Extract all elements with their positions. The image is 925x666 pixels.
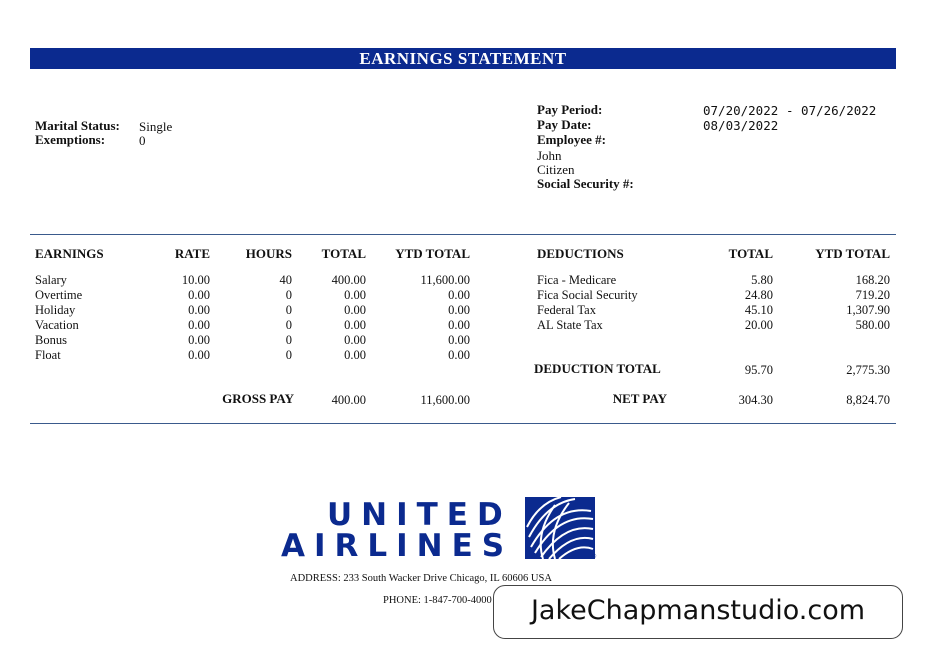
gross-pay-label: GROSS PAY	[222, 391, 294, 406]
total-value: 0.00	[344, 348, 366, 362]
deduction-total: 20.00	[744, 318, 773, 332]
exemptions-value: 0	[139, 133, 146, 148]
deduction-total: 24.80	[744, 288, 773, 302]
deductions-ytd-header: YTD TOTAL	[815, 246, 890, 261]
rate-value: 0.00	[188, 288, 210, 302]
rate-value: 0.00	[188, 318, 210, 332]
earnings-type: Bonus	[35, 333, 67, 347]
earnings-header: EARNINGS	[35, 246, 104, 261]
watermark-text: JakeChapmanstudio.com	[493, 585, 903, 639]
rate-header: RATE	[174, 246, 210, 261]
total-value: 0.00	[344, 318, 366, 332]
total-value: 0.00	[344, 333, 366, 347]
hours-value: 0	[285, 318, 292, 332]
net-pay-ytd: 8,824.70	[846, 393, 890, 407]
hours-value: 0	[285, 348, 292, 362]
deductions-header: DEDUCTIONS	[537, 246, 624, 261]
earnings-type: Salary	[35, 273, 67, 287]
net-pay-value: 304.30	[738, 393, 773, 407]
pay-date-label: Pay Date:	[537, 117, 592, 132]
total-value: 0.00	[344, 303, 366, 317]
deduction-total: 45.10	[744, 303, 773, 317]
pay-period-start: 07/20/2022	[703, 103, 779, 118]
deduction-type: Fica - Medicare	[537, 273, 617, 287]
exemptions-label: Exemptions:	[35, 132, 106, 147]
hours-value: 40	[279, 273, 292, 287]
pay-period-label: Pay Period:	[537, 102, 603, 117]
ytd-total-header: YTD TOTAL	[395, 246, 470, 261]
deduction-ytd: 1,307.90	[846, 303, 890, 317]
employee-number-label: Employee #:	[537, 132, 606, 147]
hours-value: 0	[285, 288, 292, 302]
deduction-total-value: 95.70	[744, 363, 773, 377]
deduction-total-label: DEDUCTION TOTAL	[534, 361, 661, 376]
employee-first-name: John	[537, 148, 562, 163]
rate-value: 0.00	[188, 348, 210, 362]
hours-value: 0	[285, 333, 292, 347]
globe-icon	[525, 497, 595, 559]
deductions-total-header: TOTAL	[728, 246, 773, 261]
net-pay-label: NET PAY	[612, 391, 667, 406]
employee-last-name: Citizen	[537, 162, 575, 177]
rate-value: 0.00	[188, 333, 210, 347]
hours-value: 0	[285, 303, 292, 317]
gross-pay-ytd: 11,600.00	[420, 393, 470, 407]
pay-date-value: 08/03/2022	[703, 118, 779, 133]
deduction-total-ytd: 2,775.30	[846, 363, 890, 377]
hours-header: HOURS	[245, 246, 292, 261]
statement-title: EARNINGS STATEMENT	[30, 48, 896, 69]
total-header: TOTAL	[321, 246, 366, 261]
deduction-type: AL State Tax	[537, 318, 603, 332]
ytd-value: 0.00	[448, 318, 470, 332]
table-top-divider	[30, 234, 896, 235]
svg-text:®: ®	[591, 553, 597, 560]
rate-value: 0.00	[188, 303, 210, 317]
deduction-type: Federal Tax	[537, 303, 596, 317]
ytd-value: 0.00	[448, 348, 470, 362]
ytd-value: 11,600.00	[420, 273, 470, 287]
company-phone: PHONE: 1-847-700-4000	[383, 595, 492, 606]
pay-period-end: - 07/26/2022	[786, 103, 877, 118]
earnings-type: Vacation	[35, 318, 79, 332]
gross-pay-total: 400.00	[331, 393, 366, 407]
ytd-value: 0.00	[448, 303, 470, 317]
logo-line-1: UNITED	[327, 497, 512, 533]
table-bottom-divider	[30, 423, 896, 424]
ssn-label: Social Security #:	[537, 176, 634, 191]
ytd-value: 0.00	[448, 288, 470, 302]
total-value: 400.00	[331, 273, 366, 287]
earnings-type: Float	[35, 348, 61, 362]
deduction-ytd: 168.20	[855, 273, 890, 287]
deduction-ytd: 719.20	[855, 288, 890, 302]
company-address: ADDRESS: 233 South Wacker Drive Chicago, IL 60606 USA	[290, 573, 552, 584]
ytd-value: 0.00	[448, 333, 470, 347]
rate-value: 10.00	[181, 273, 210, 287]
marital-status-value: Single	[139, 119, 173, 134]
logo-line-2: AIRLINES	[281, 528, 514, 564]
total-value: 0.00	[344, 288, 366, 302]
earnings-type: Holiday	[35, 303, 76, 317]
deduction-ytd: 580.00	[855, 318, 890, 332]
marital-status-label: Marital Status:	[35, 118, 120, 133]
earnings-type: Overtime	[35, 288, 83, 302]
deduction-type: Fica Social Security	[537, 288, 638, 302]
deduction-total: 5.80	[751, 273, 773, 287]
